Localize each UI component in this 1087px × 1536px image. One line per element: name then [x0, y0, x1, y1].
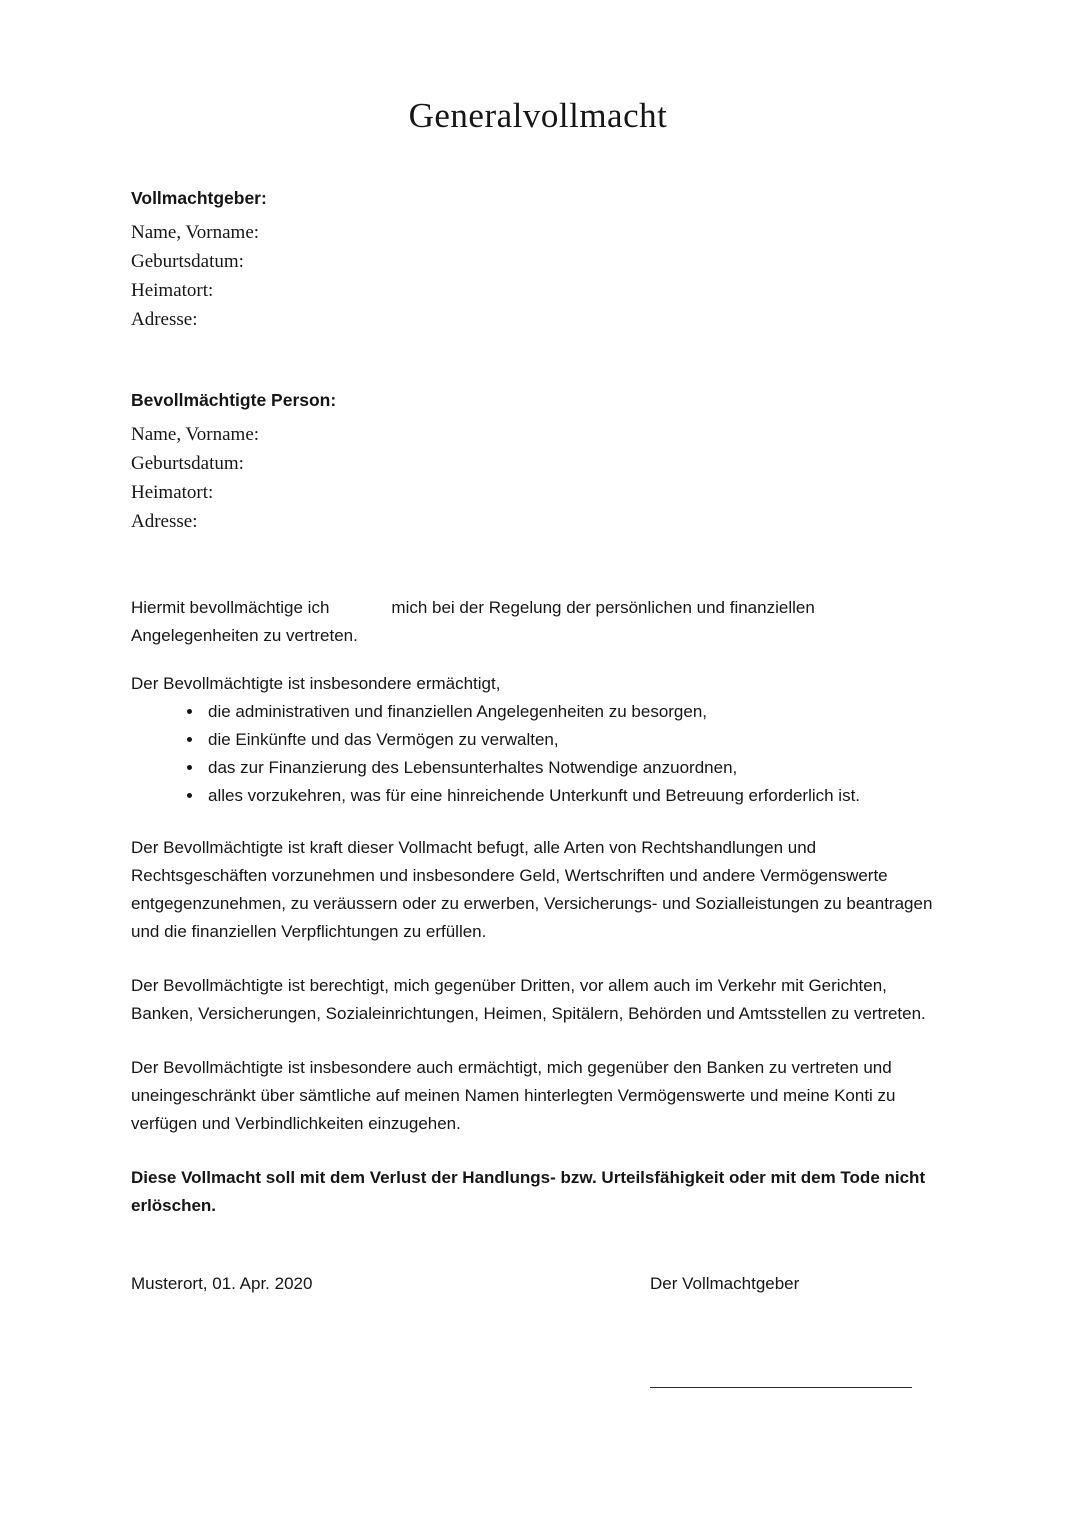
- agent-section: [131, 390, 945, 536]
- field-label-address: Adresse:: [131, 511, 198, 532]
- field-label-address: Adresse:: [131, 309, 198, 330]
- field-label-name: Name, Vorname:: [131, 222, 260, 243]
- banking-paragraph: Der Bevollmächtigte ist insbesondere auch ermächtigt, mich gegenüber den Banken zu vertreten und uneingeschränkt über sämtliche auf meinen Namen hinterlegten Vermögenswerte und meine Konti zu verfügen und Verbindlichkeiten einzugehen.: [131, 1058, 896, 1133]
- authorization-item: • die administrativen und finanziellen Angelegenheiten zu besorgen,: [204, 698, 945, 726]
- powers-paragraph: Der Bevollmächtigte ist kraft dieser Vollmacht befugt, alle Arten von Rechtshandlungen und Rechtsgeschäften vorzunehmen und insbesondere Geld, Wertschriften und andere Vermögenswerte entgegenzunehmen, zu veräussern oder zu erwerben, Versicherungs- und Sozialleistungen zu beantragen und die finanziellen Verpflichtungen zu erfüllen.: [131, 838, 933, 941]
- validity-clause: Diese Vollmacht soll mit dem Verlust der Handlungs- bzw. Urteilsfähigkeit oder mit dem Tode nicht erlöschen.: [131, 1168, 926, 1215]
- agent-heading: Bevollmächtigte Person:: [131, 390, 337, 410]
- authorization-item: • alles vorzukehren, was für eine hinreichende Unterkunft und Betreuung erforderlich ist.: [204, 782, 945, 810]
- footer-row: [131, 1270, 945, 1298]
- principal-section: [131, 188, 945, 334]
- name-blank-space: [329, 612, 391, 613]
- document-title: Generalvollmacht: [408, 96, 668, 135]
- signature-line: [650, 1387, 912, 1388]
- representation-paragraph: Der Bevollmächtigte ist berechtigt, mich gegenüber Dritten, vor allem auch im Verkehr mit Gerichten, Banken, Versicherungen, Sozialeinrichtungen, Heimen, Spitälern, Behörden und Amtsstellen zu vertreten.: [131, 976, 926, 1023]
- authorization-lead: Der Bevollmächtigte ist insbesondere ermächtigt,: [131, 674, 501, 693]
- principal-heading: Vollmachtgeber:: [131, 188, 267, 208]
- signature-row: [131, 1298, 945, 1418]
- intro-text-before-blank: Hiermit bevollmächtige ich: [131, 598, 330, 617]
- field-label-name: Name, Vorname:: [131, 424, 260, 445]
- field-label-hometown: Heimatort:: [131, 482, 214, 503]
- place-and-date: Musterort, 01. Apr. 2020: [131, 1274, 313, 1293]
- authorization-item: • das zur Finanzierung des Lebensunterhaltes Notwendige anzuordnen,: [204, 754, 945, 782]
- field-label-hometown: Heimatort:: [131, 280, 214, 301]
- intro-paragraph: [131, 594, 945, 650]
- authorization-list: [131, 698, 945, 810]
- intro-text-after-blank: mich bei der Regelung der persönlichen und finanziellen Angelegenheiten zu vertreten.: [131, 598, 815, 645]
- field-label-birthdate: Geburtsdatum:: [131, 251, 244, 272]
- field-label-birthdate: Geburtsdatum:: [131, 453, 244, 474]
- signer-label: Der Vollmachtgeber: [650, 1274, 800, 1293]
- principal-fields: [131, 218, 945, 334]
- authorization-item: • die Einkünfte und das Vermögen zu verwalten,: [204, 726, 945, 754]
- agent-fields: [131, 420, 945, 536]
